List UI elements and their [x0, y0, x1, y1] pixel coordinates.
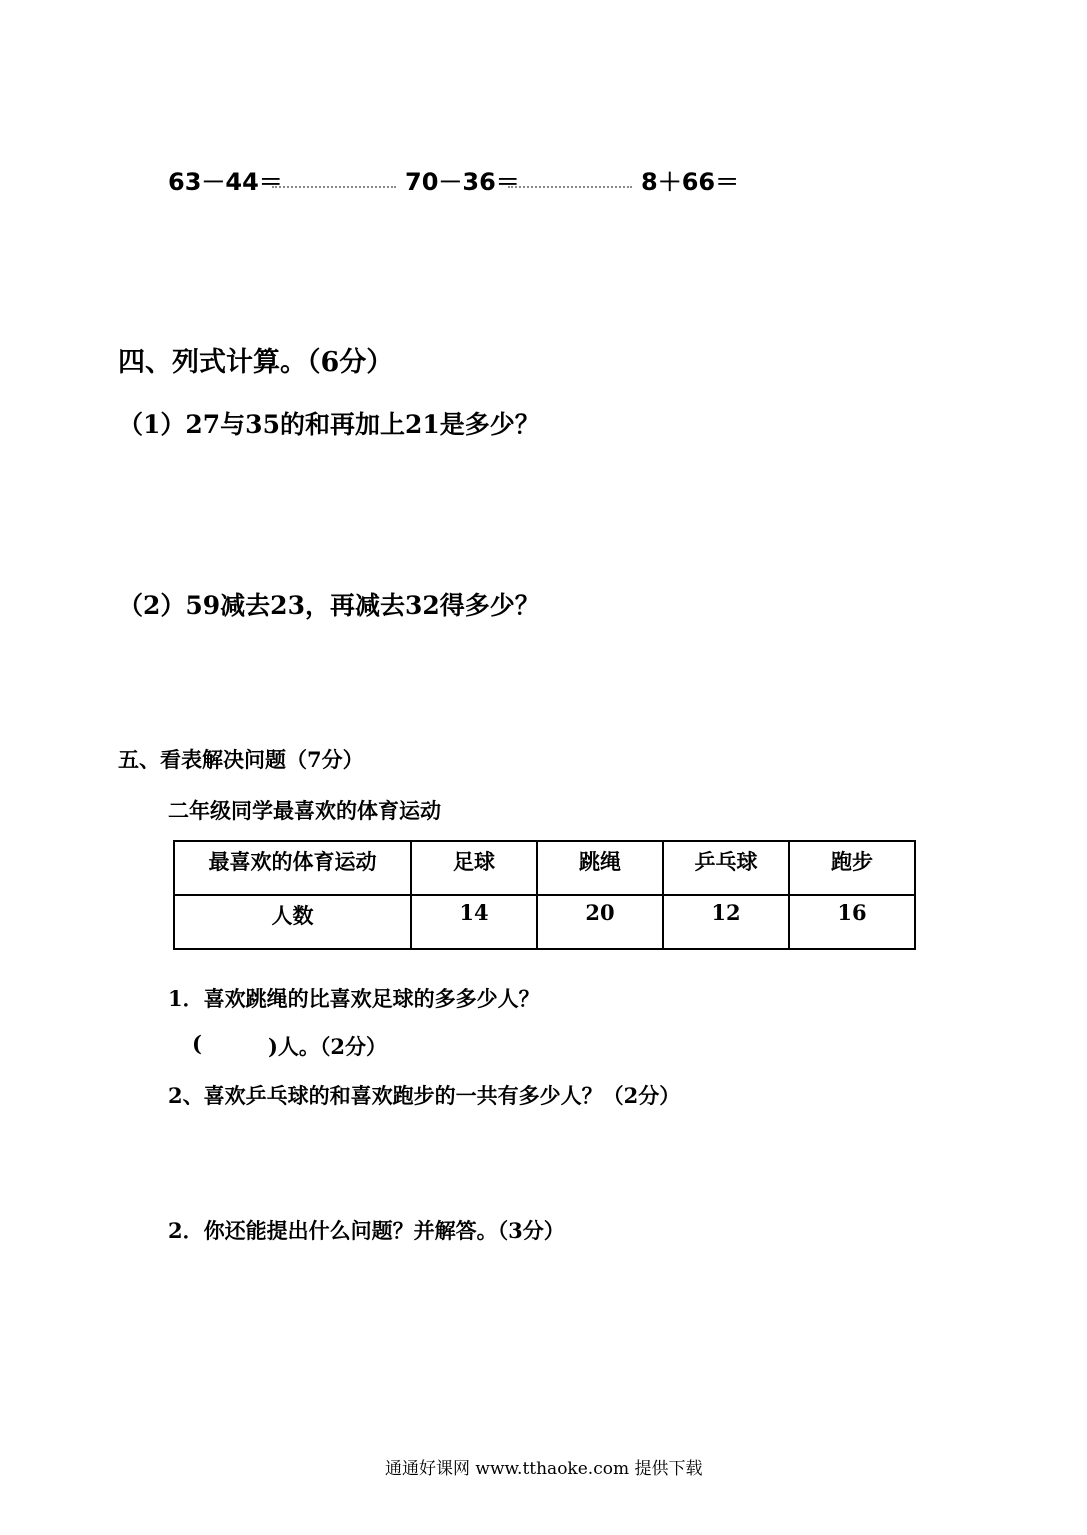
table-value-running: 16: [789, 895, 915, 949]
table-value-table-tennis: 12: [663, 895, 789, 949]
footer-source: 通通好课网 www.tthaoke.com 提供下载: [385, 1459, 703, 1479]
sports-table: [173, 840, 916, 950]
table-row: [174, 895, 915, 949]
answer-paren-open: (: [192, 1031, 202, 1056]
table-header-row: [174, 841, 915, 895]
section-5-question-1: 1．喜欢跳绳的比喜欢足球的多多少人？: [168, 986, 540, 1011]
calc-expression-1: 63－44＝: [168, 168, 283, 196]
section-5-heading: 五、看表解决问题（7分）: [118, 747, 364, 772]
section-4-question-1: （1）27与35的和再加上21是多少？: [118, 410, 540, 439]
section-4-heading: 四、列式计算。（6分）: [118, 347, 394, 378]
table-value-football: 14: [411, 895, 537, 949]
answer-dotted-line-1: [272, 186, 396, 188]
answer-unit-label: )人。（2分）: [268, 1034, 388, 1059]
table-header-label: 最喜欢的体育运动: [174, 841, 411, 895]
section-5-question-3: 2．你还能提出什么问题？并解答。（3分）: [168, 1218, 565, 1243]
table-column-football: 足球: [411, 841, 537, 895]
table-value-jump-rope: 20: [537, 895, 663, 949]
table-title: 二年级同学最喜欢的体育运动: [168, 798, 441, 823]
section-4-question-2: （2）59减去23，再减去32得多少？: [118, 591, 540, 620]
section-5-question-2: 2、喜欢乒乓球的和喜欢跑步的一共有多少人？（2分）: [168, 1083, 681, 1108]
table-column-jump-rope: 跳绳: [537, 841, 663, 895]
table-row-label: 人数: [174, 895, 411, 949]
table-column-table-tennis: 乒乓球: [663, 841, 789, 895]
calc-expression-3: 8＋66＝: [641, 168, 740, 196]
table-column-running: 跑步: [789, 841, 915, 895]
calc-expression-2: 70－36＝: [405, 168, 520, 196]
answer-dotted-line-2: [508, 186, 632, 188]
